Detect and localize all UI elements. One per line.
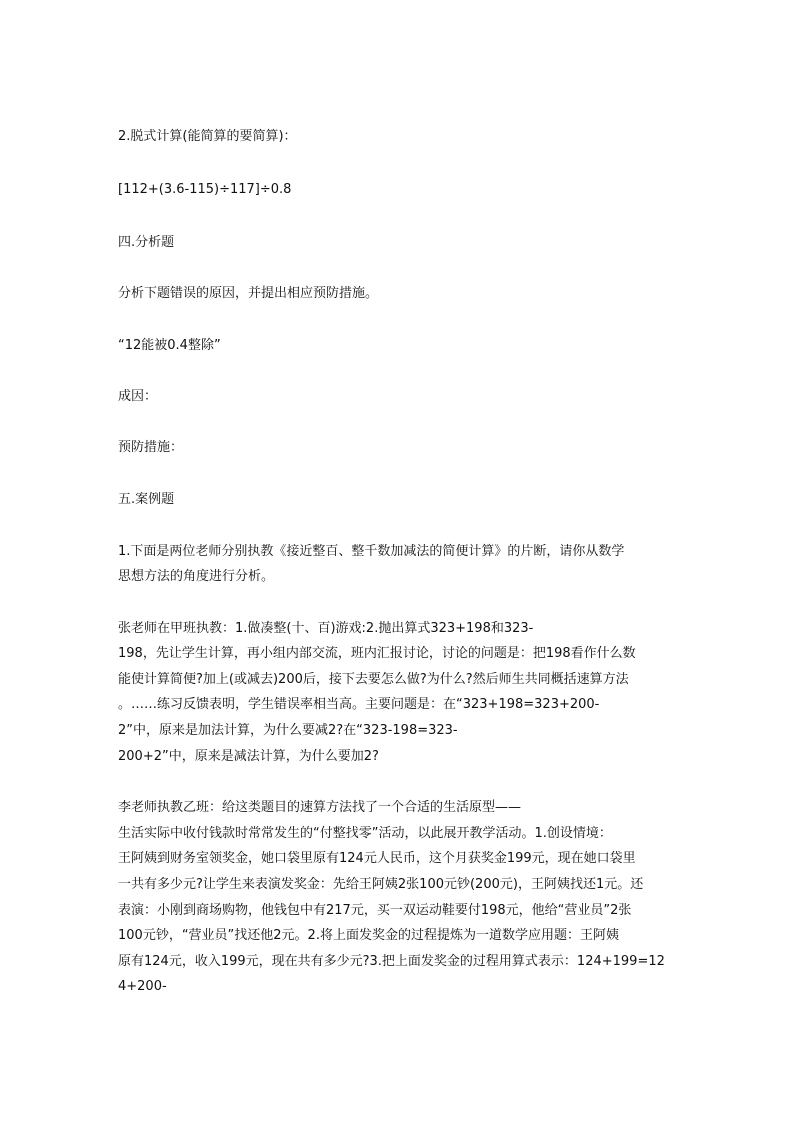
li-paragraph-line: 表演：小刚到商场购物，他钱包中有217元，买一双运动鞋要付198元，他给“营业员”2张 [118,903,632,918]
li-paragraph-line: 100元钞，“营业员”找还他2元。2.将上面发奖金的过程提炼为一道数学应用题：王阿姨 [118,928,619,943]
zhang-paragraph-line: 2”中，原来是加法计算，为什么要减2?在“323-198=323- [118,723,458,738]
li-paragraph-line: 生活实际中收付钱款时常常发生的“付整找零”活动，以此展开教学活动。1.创设情境： [118,826,612,841]
li-paragraph-line: 原有124元，收入199元，现在共有多少元?3.把上面发奖金的过程用算式表示：124+199=12 [118,954,665,969]
cause-label: 成因： [118,389,158,404]
zhang-paragraph-line: 。……练习反馈表明，学生错误率相当高。主要问题是：在“323+198=323+200- [118,697,600,712]
zhang-paragraph-line: 200+2”中，原来是减法计算，为什么要加2? [118,749,379,764]
prevention-label: 预防措施： [118,440,184,455]
question-2-expression: [112+(3.6-115)÷117]÷0.8 [118,182,292,197]
section-4-quote: “12能被0.4整除” [118,338,221,353]
li-paragraph-line: 王阿姨到财务室领奖金，她口袋里原有124元人民币，这个月获奖金199元，现在她口袋里 [118,851,636,866]
section-4-title: 四.分析题 [118,235,175,250]
case-intro-line: 思想方法的角度进行分析。 [118,569,275,584]
zhang-paragraph-line: 张老师在甲班执教：1.做凑整(十、百)游戏:2.抛出算式323+198和323- [118,621,534,636]
zhang-paragraph-line: 能使计算简便?加上(或减去)200后，接下去要怎么做?为什么?然后师生共同概括速算方法 [118,672,629,687]
section-4-instruction: 分析下题错误的原因，并提出相应预防措施。 [118,286,379,301]
case-intro-line: 1.下面是两位老师分别执教《接近整百、整千数加减法的简便计算》的片断，请你从数学 [118,544,625,559]
li-paragraph-line: 李老师执教乙班：给这类题目的速算方法找了一个合适的生活原型—— [118,800,522,815]
question-2-heading: 2.脱式计算(能简算的要简算)： [118,129,297,144]
section-5-title: 五.案例题 [118,492,175,507]
zhang-paragraph-line: 198，先让学生计算，再小组内部交流，班内汇报讨论，讨论的问题是：把198看作什么数 [118,646,636,661]
li-paragraph-line: 一共有多少元?让学生来表演发奖金：先给王阿姨2张100元钞(200元)，王阿姨找还1元。还 [118,877,644,892]
li-paragraph-line: 4+200- [118,979,167,994]
